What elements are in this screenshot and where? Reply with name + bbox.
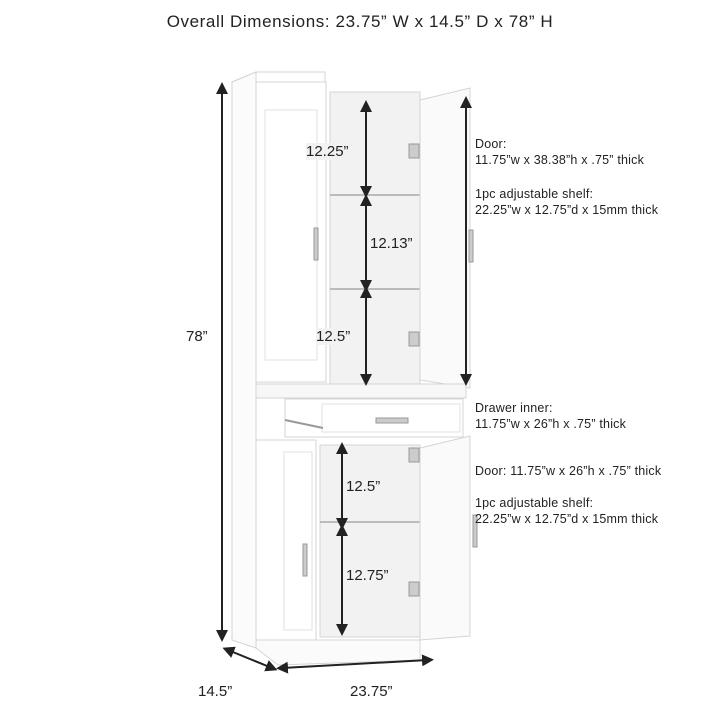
upper-door-spec-label: Door:	[475, 137, 507, 151]
lower-interior	[320, 445, 420, 637]
overall-dimensions-title: Overall Dimensions: 23.75” W x 14.5” D x 78” H	[166, 12, 554, 31]
upper-shelf-1-label: 12.25”	[306, 143, 349, 160]
width-label: 23.75”	[350, 683, 393, 700]
lower-left-door	[256, 440, 316, 640]
lower-right-door	[420, 436, 470, 640]
upper-shelf-spec-value: 22.25”w x 12.75”d x 15mm thick	[475, 203, 659, 217]
drawer-spec-value: 11.75”w x 26”h x .75” thick	[475, 417, 627, 431]
drawer-spec-label: Drawer inner:	[475, 401, 553, 415]
lower-shelf-spec-value: 22.25”w x 12.75”d x 15mm thick	[475, 512, 659, 526]
height-label: 78”	[186, 328, 208, 345]
lower-shelf-2-label: 12.75”	[346, 567, 389, 584]
upper-right-handle	[469, 230, 473, 262]
lower-door-handle	[303, 544, 307, 576]
upper-shelf-2-label: 12.13”	[370, 235, 413, 252]
upper-door-handle	[314, 228, 318, 260]
hinge-3	[409, 448, 419, 462]
drawer-handle	[376, 418, 408, 423]
hinge-1	[409, 144, 419, 158]
lower-door-spec: Door: 11.75”w x 26”h x .75” thick	[475, 464, 662, 478]
upper-shelf-3-label: 12.5”	[316, 328, 351, 345]
lower-shelf-1-label: 12.5”	[346, 478, 381, 495]
hinge-2	[409, 332, 419, 346]
drawer	[285, 399, 463, 437]
lower-shelf-spec-label: 1pc adjustable shelf:	[475, 496, 594, 510]
upper-door-spec-value: 11.75”w x 38.38”h x .75” thick	[475, 153, 645, 167]
upper-shelf-spec-label: 1pc adjustable shelf:	[475, 187, 594, 201]
depth-label: 14.5”	[198, 683, 233, 700]
hinge-4	[409, 582, 419, 596]
upper-right-door	[420, 88, 470, 388]
cabinet-divider	[256, 384, 466, 398]
cabinet-side	[232, 72, 256, 648]
